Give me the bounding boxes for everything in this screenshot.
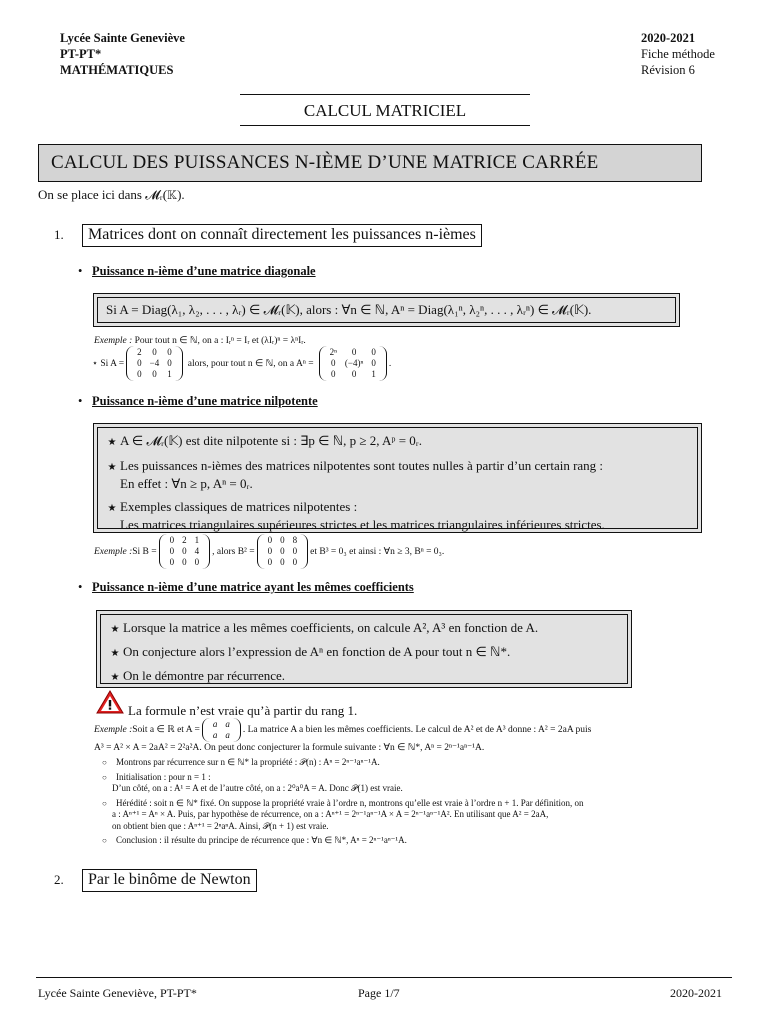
nil-item-1-text: A ∈ 𝓜ᵣ(𝕂) est dite nilpotente si : ∃p ∈ ℕ, p ≥ 2, Aᵖ = 0ᵣ. [120, 433, 423, 448]
matrix-B2 [257, 534, 309, 569]
same-item-2-text: On conjecture alors l’expression de Aⁿ en fonction de A pour tout n ∈ ℕ*. [123, 644, 511, 659]
matrix-cell: 0 [169, 535, 175, 545]
matrix-cell: 0 [280, 557, 285, 567]
matrix-cell: 0 [152, 369, 157, 379]
step-4 [102, 835, 734, 847]
step-1 [102, 757, 734, 769]
school-year: 2020-2021 [641, 31, 696, 45]
matrix-cell: 0 [267, 546, 273, 556]
star-icon: ★ [107, 462, 117, 473]
circle-bullet-icon: ○ [102, 798, 107, 808]
matrix-cell: 2 [182, 535, 187, 545]
matrix-cell: 0 [292, 546, 298, 556]
nil-ex-end: et B³ = 0₃ et ainsi : ∀n ≥ 3, Bⁿ = 0₃. [310, 546, 445, 557]
step-2-text: Initialisation : pour n = 1 : [116, 771, 211, 782]
nil-item-3b-text: Les matrices triangulaires supérieures strictes et les matrices triangulaires inférieures strictes. [120, 517, 605, 532]
part2-heading [54, 869, 257, 892]
recurrence-steps [102, 757, 734, 847]
same-item-2 [107, 644, 627, 662]
same-line2: A³ = A² × A = 2aA² = 2²a²A. On peut donc conjecturer la formule suivante : ∀n ∈ ℕ*, Aⁿ = 2ⁿ⁻¹aⁿ⁻¹A. [94, 743, 485, 753]
part2-number: 2. [54, 872, 64, 887]
title-rule-top [240, 94, 530, 95]
step-4-text: Conclusion : il résulte du principe de récurrence que : ∀n ∈ ℕ*, Aⁿ = 2ⁿ⁻¹aⁿ⁻¹A. [116, 835, 407, 845]
matrix-cell: 0 [167, 347, 172, 357]
bullet-dot: • [78, 264, 83, 278]
matrix-cell: 0 [351, 347, 357, 357]
matrix-cell: a [225, 719, 230, 729]
matrix-cell: a [225, 730, 230, 740]
section-title: CALCUL DES PUISSANCES N-IÈME D’UNE MATRICE CARRÉE [38, 144, 702, 182]
matrix-cell: 1 [371, 369, 376, 379]
diag-box [93, 293, 680, 327]
same-box [96, 610, 632, 688]
star-icon: ★ [107, 437, 117, 448]
circle-bullet-icon: ○ [102, 772, 107, 782]
same-box-content [107, 620, 627, 686]
class-name: PT-PT* [60, 47, 102, 61]
footer-rule [36, 977, 732, 978]
footer-left: Lycée Sainte Geneviève, PT-PT* [38, 986, 197, 1000]
matrix-cell: 0 [182, 557, 187, 567]
intro-text: On se place ici dans 𝓜ᵣ(𝕂). [38, 187, 185, 202]
step-2 [102, 772, 734, 784]
matrix-cell: 0 [169, 557, 175, 567]
nil-item-2b-text: En effet : ∀n ≥ p, Aⁿ = 0ᵣ. [120, 476, 253, 491]
matrix-A-same [202, 718, 241, 742]
matrix-cell: a [212, 719, 218, 729]
same-heading-text: Puissance n-ième d’une matrice ayant les mêmes coefficients [92, 580, 414, 594]
matrix-cell: 4 [194, 546, 200, 556]
diag-example1-text: Pour tout n ∈ ℕ, on a : Iᵣⁿ = Iᵣ et (λIᵣ)ⁿ = λⁿIᵣ. [132, 336, 306, 346]
header-right [641, 30, 715, 78]
warning-icon [96, 690, 124, 714]
part2-title: Par le binôme de Newton [82, 869, 257, 892]
matrix-A-diag [126, 346, 183, 381]
warning-text: La formule n’est vraie qu’à partir du rang 1. [128, 703, 358, 718]
matrix-cell: 2ⁿ [329, 347, 337, 357]
matrix-cell: 0 [280, 546, 285, 556]
diag-example2 [92, 346, 391, 381]
bullet-dot: • [78, 580, 83, 594]
nil-ex-pre: Si B = [132, 546, 157, 557]
nil-item-3a-text: Exemples classiques de matrices nilpotentes : [120, 499, 358, 514]
nil-ex-mid: , alors B² = [212, 546, 255, 557]
nil-box-content [104, 433, 694, 533]
matrix-cell: 0 [169, 546, 175, 556]
matrix-cell: 0 [182, 546, 187, 556]
diag-ex2-mid: alors, pour tout n ∈ ℕ, on a Aⁿ = [187, 358, 314, 369]
doc-type: Fiche méthode [641, 47, 715, 61]
matrix-An-diag [319, 346, 387, 381]
matrix-cell: 0 [331, 358, 336, 368]
matrix-cell: 0 [267, 535, 273, 545]
title-rule-bottom [240, 125, 530, 126]
diag-box-text: Si A = Diag(λ₁, λ₂, . . . , λᵣ) ∈ 𝓜ᵣ(𝕂), alors : ∀n ∈ ℕ, Aⁿ = Diag(λ₁ⁿ, λ₂ⁿ, . . . , λᵣⁿ) ∈ 𝓜ᵣ(𝕂). [106, 302, 592, 317]
matrix-cell: −4 [149, 358, 160, 368]
revision-label: Révision 6 [641, 63, 695, 77]
nil-heading [78, 394, 318, 409]
matrix-cell: 0 [137, 358, 142, 368]
nil-example [94, 534, 444, 569]
diag-ex2-end: . [388, 358, 392, 369]
matrix-cell: 0 [152, 347, 157, 357]
part1-heading [54, 224, 482, 247]
matrix-cell: 1 [194, 535, 200, 545]
part1-title: Matrices dont on connaît directement les puissances n-ièmes [82, 224, 482, 247]
bullet-dot: • [78, 394, 83, 408]
nil-heading-text: Puissance n-ième d’une matrice nilpotente [92, 394, 318, 408]
same-example [94, 718, 591, 742]
same-item-3-text: On le démontre par récurrence. [123, 668, 286, 683]
same-item-1-text: Lorsque la matrice a les mêmes coefficients, on calcule A², A³ en fonction de A. [123, 620, 539, 635]
example-label: Exemple : [94, 546, 133, 557]
same-ex-pre: Soit a ∈ ℝ et A = [132, 725, 200, 735]
matrix-B [159, 534, 211, 569]
circle-bullet-icon: ○ [102, 836, 107, 845]
page-title: CALCUL MATRICIEL [303, 101, 467, 120]
matrix-cell: a [212, 730, 218, 740]
same-item-3 [107, 668, 627, 686]
step-3c-text: on obtient bien que : Aⁿ⁺¹ = 2ⁿaⁿA. Ainsi, 𝒫(n + 1) est vraie. [112, 820, 329, 831]
diag-ex2-pre: ⋆ Si A = [92, 358, 125, 369]
circle-bullet-icon: ○ [102, 758, 107, 767]
star-icon: ★ [110, 648, 120, 659]
matrix-cell: 0 [371, 347, 376, 357]
diag-heading [78, 264, 316, 279]
nil-item-2 [104, 458, 694, 476]
matrix-cell: 0 [280, 535, 285, 545]
school-name: Lycée Sainte Geneviève [60, 31, 185, 45]
nil-item-2a-text: Les puissances n-ièmes des matrices nilpotentes sont toutes nulles à partir d’un certain rang : [120, 458, 604, 473]
header-left [60, 30, 185, 78]
subject-name: MATHÉMATIQUES [60, 63, 174, 77]
step-2b-text: D’un côté, on a : A¹ = A et de l’autre côté, on a : 2⁰a⁰A = A. Donc 𝒫(1) est vraie. [112, 783, 403, 793]
step-1-text: Montrons par récurrence sur n ∈ ℕ* la propriété : 𝒫(n) : Aⁿ = 2ⁿ⁻¹aⁿ⁻¹A. [116, 757, 380, 767]
matrix-cell: 0 [267, 557, 273, 567]
matrix-cell: 0 [351, 369, 357, 379]
matrix-cell: 8 [292, 535, 298, 545]
matrix-cell: 1 [167, 369, 172, 379]
nil-item-3 [104, 499, 694, 517]
diag-heading-text: Puissance n-ième d’une matrice diagonale [92, 264, 316, 278]
step-3b-text: a : Aⁿ⁺¹ = Aⁿ × A. Puis, par hypothèse de récurrence, on a : Aⁿ⁺¹ = 2ⁿ⁻¹aⁿ⁻¹A × A = 2ⁿ⁻¹aⁿ⁻¹A². En utilisant que A² = 2aA, [112, 809, 549, 819]
matrix-cell: 0 [292, 557, 298, 567]
star-icon: ★ [110, 672, 120, 683]
step-3 [102, 798, 734, 810]
part1-number: 1. [54, 227, 64, 242]
nil-item-1 [104, 433, 694, 451]
star-icon: ★ [110, 624, 120, 635]
star-icon: ★ [107, 503, 117, 514]
same-ex-post: . La matrice A a bien les mêmes coefficients. Le calcul de A² et de A³ donne : A² = 2aA puis [242, 725, 592, 735]
step-3-text: Hérédité : soit n ∈ ℕ* fixé. On suppose la propriété vraie à l’ordre n, montrons qu’elle est vraie à l’ordre n + 1. Par définition, on [116, 797, 584, 808]
footer-right: 2020-2021 [670, 986, 722, 1000]
matrix-cell: 0 [137, 369, 142, 379]
example-label: Exemple : [94, 725, 133, 735]
example-label: Exemple : [94, 336, 133, 346]
matrix-cell: 0 [167, 358, 172, 368]
matrix-cell: 2 [137, 347, 142, 357]
same-item-1 [107, 620, 627, 638]
matrix-cell: (−4)ⁿ [344, 358, 364, 368]
footer-page: Page 1/7 [358, 986, 400, 1000]
nil-box [93, 423, 702, 533]
matrix-cell: 0 [371, 358, 376, 368]
matrix-cell: 0 [194, 557, 200, 567]
matrix-cell: 0 [331, 369, 336, 379]
same-heading [78, 580, 414, 595]
